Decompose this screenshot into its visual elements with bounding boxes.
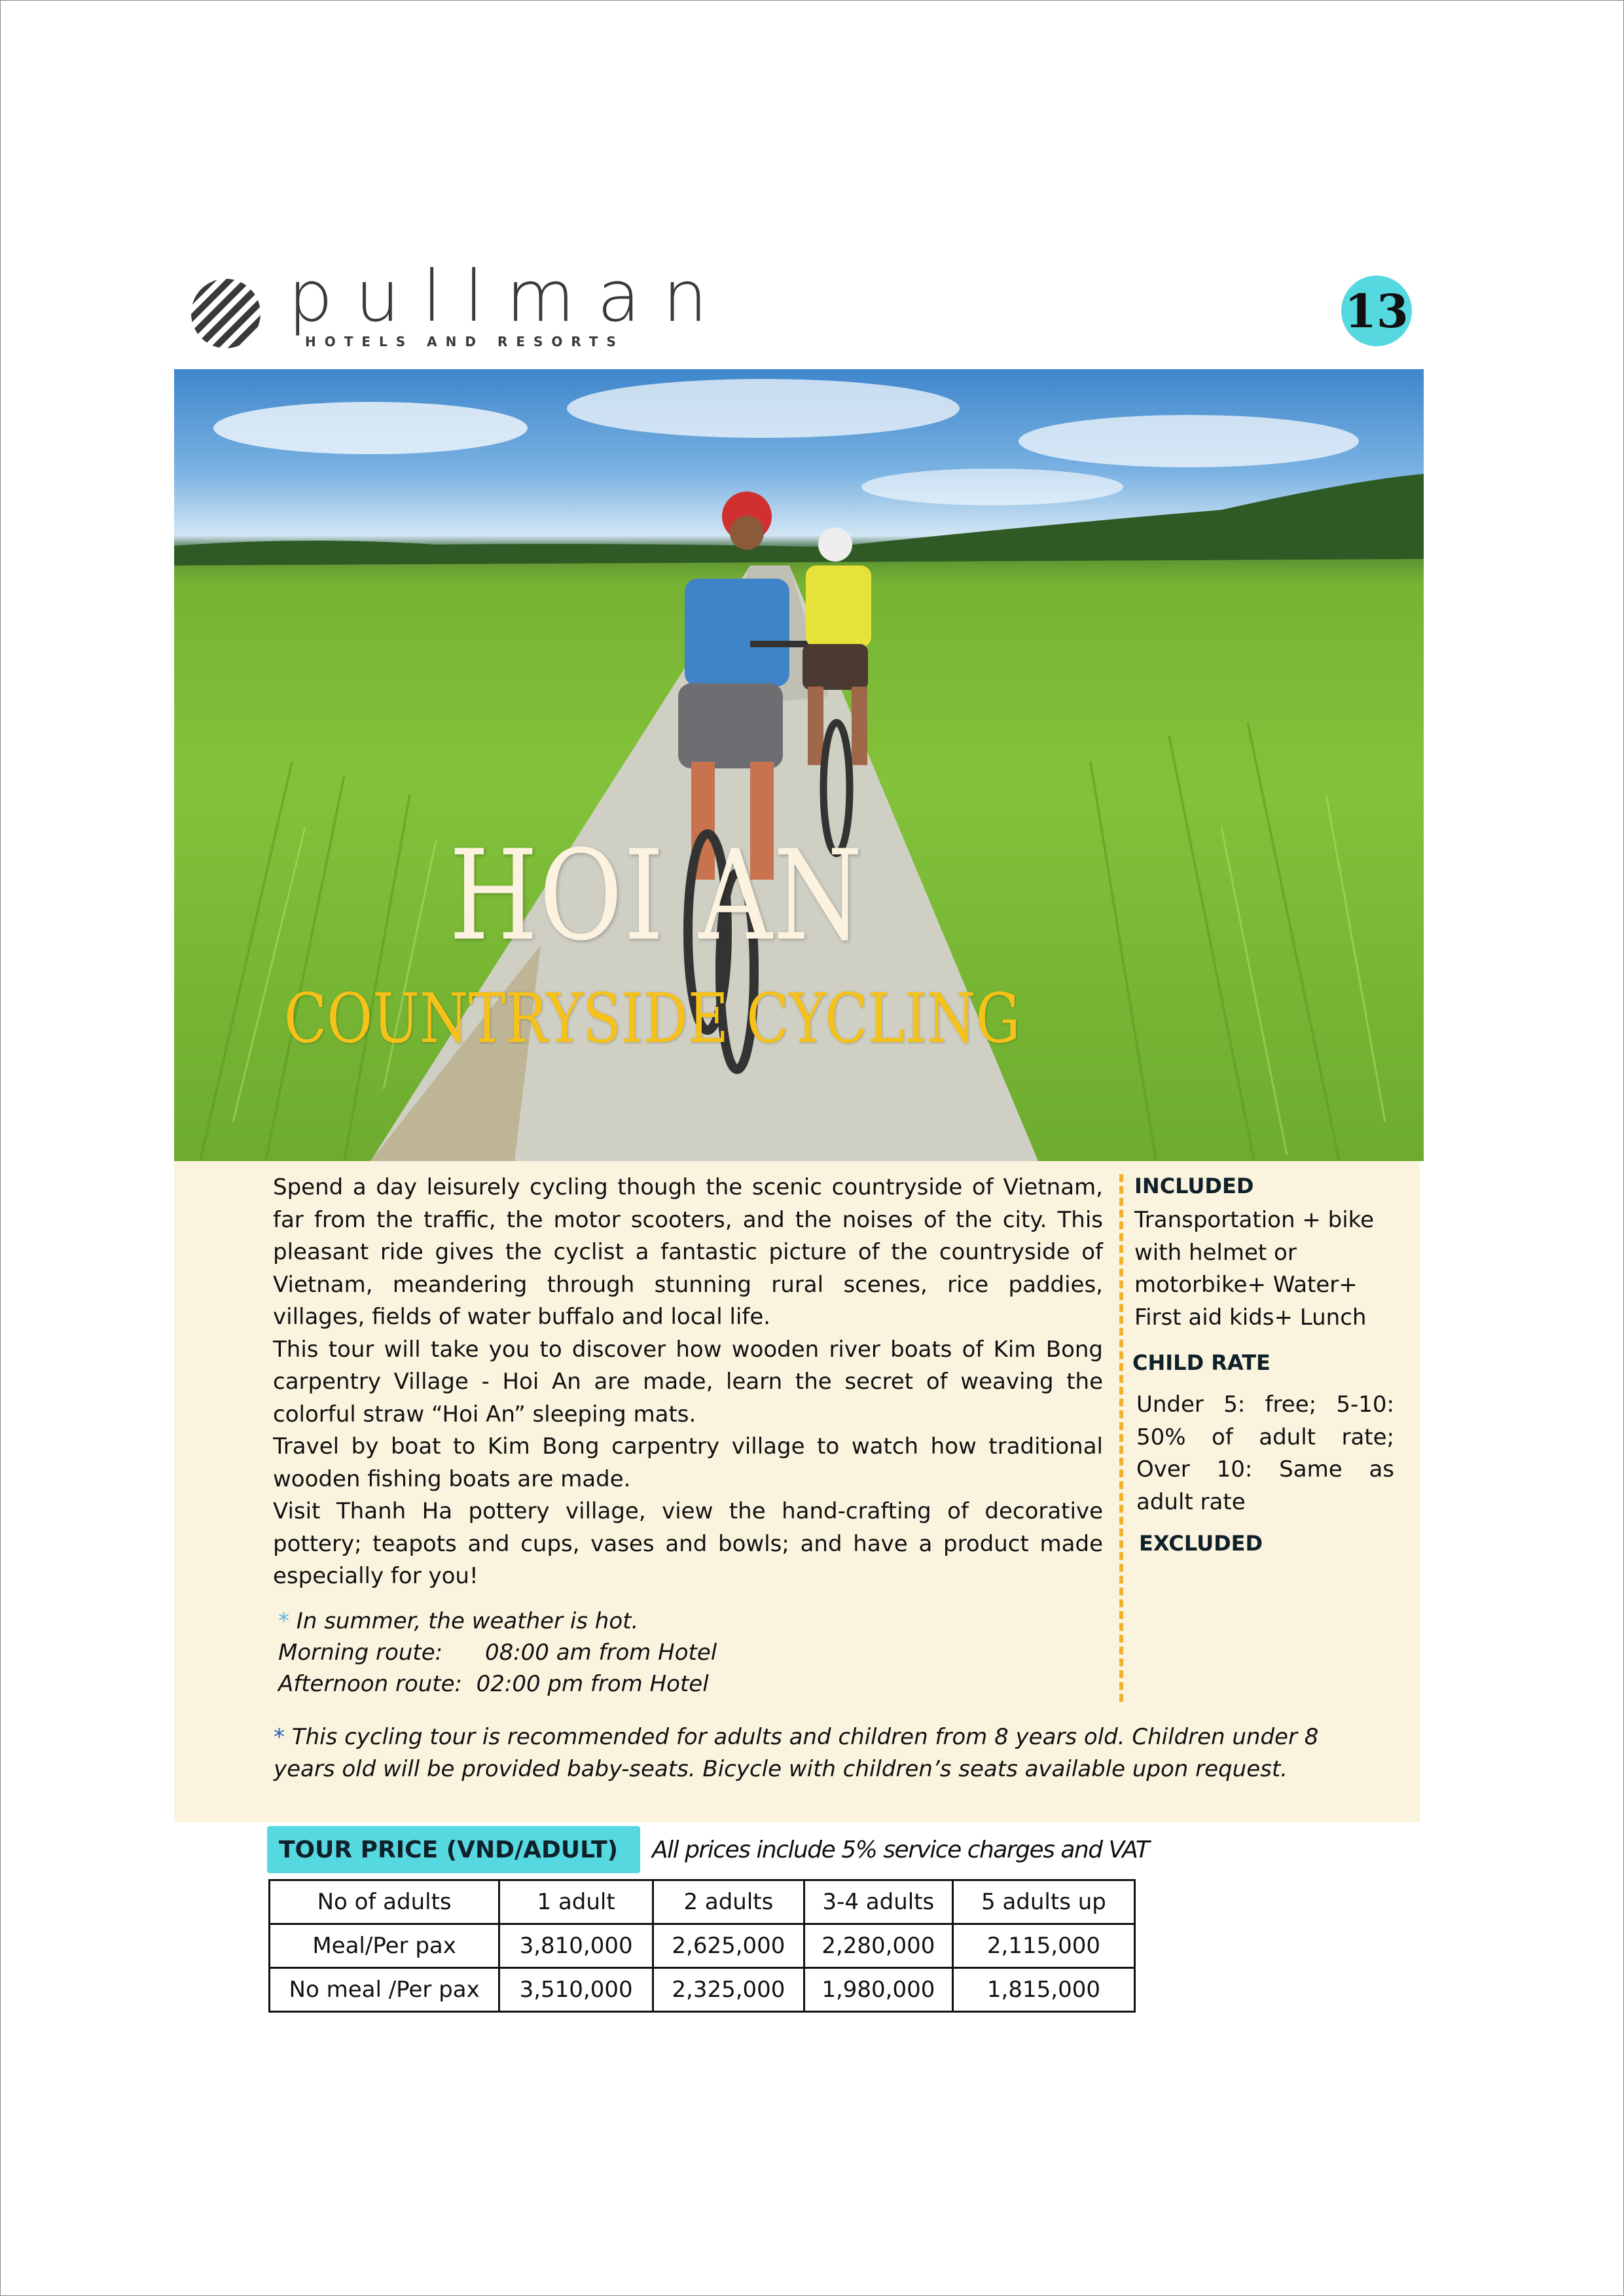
price-note: All prices include 5% service charges and VAT bbox=[652, 1837, 1149, 1863]
tour-price-label: TOUR PRICE (VND/ADULT) bbox=[267, 1826, 640, 1873]
dashed-divider bbox=[1119, 1174, 1123, 1702]
morning-route-line bbox=[278, 1637, 717, 1668]
description-paragraph: Visit Thanh Ha pottery village, view the hand-crafting of decorative pottery; teapots and cups, vases and bowls; and have a product made especially for you! bbox=[273, 1498, 1103, 1589]
table-cell: 2,280,000 bbox=[804, 1924, 952, 1968]
included-text: Transportation + bike with helmet or motorbike+ Water+ First aid kids+ Lunch bbox=[1134, 1207, 1375, 1331]
table-cell: 3,510,000 bbox=[499, 1968, 653, 2012]
tour-description bbox=[273, 1172, 1103, 1593]
table-cell: 2,325,000 bbox=[653, 1968, 804, 2012]
table-cell: 3,810,000 bbox=[499, 1924, 653, 1968]
table-header-cell: 1 adult bbox=[499, 1880, 653, 1924]
summer-note-line bbox=[278, 1605, 717, 1637]
excluded-heading: EXCLUDED bbox=[1139, 1531, 1263, 1556]
star-icon: * bbox=[274, 1724, 285, 1750]
pullman-logo-icon bbox=[191, 279, 261, 348]
child-rate-heading: CHILD RATE bbox=[1132, 1350, 1271, 1375]
table-cell: Meal/Per pax bbox=[270, 1924, 499, 1968]
table-header-cell: 2 adults bbox=[653, 1880, 804, 1924]
afternoon-route-time: 02:00 pm from Hotel bbox=[476, 1671, 709, 1697]
hero-photo bbox=[174, 369, 1424, 1161]
star-icon: * bbox=[278, 1608, 289, 1634]
table-row bbox=[270, 1924, 1135, 1968]
table-cell: 1,980,000 bbox=[804, 1968, 952, 2012]
page-number-badge: 13 bbox=[1341, 276, 1412, 346]
table-header-row bbox=[270, 1880, 1135, 1924]
age-note bbox=[274, 1721, 1386, 1785]
table-row bbox=[270, 1968, 1135, 2012]
excluded-section bbox=[1139, 1529, 1401, 1558]
hero-title: HOI AN bbox=[449, 823, 864, 968]
afternoon-route-line bbox=[278, 1668, 717, 1700]
hero-subtitle: COUNTRYSIDE CYCLING bbox=[284, 978, 1020, 1058]
description-paragraph: Spend a day leisurely cycling though the scenic countryside of Vietnam, far from the traffic, the motor scooters, and the noises of the city. This pleasant ride gives the cyclist a fantastic picture of the countryside of Vietnam, meandering through stunning rural scenes, rice paddies, villages, fields of water buffalo and local life. bbox=[273, 1174, 1103, 1330]
schedule-block bbox=[278, 1605, 717, 1700]
table-header-cell: 3-4 adults bbox=[804, 1880, 952, 1924]
afternoon-route-label: Afternoon route: bbox=[278, 1671, 462, 1697]
child-rate-section bbox=[1132, 1348, 1394, 1518]
included-section bbox=[1134, 1172, 1409, 1334]
brand-name: pullman bbox=[288, 256, 730, 338]
brand-tagline: HOTELS AND RESORTS bbox=[305, 334, 624, 350]
morning-route-label: Morning route: bbox=[278, 1640, 443, 1666]
description-paragraph: Travel by boat to Kim Bong carpentry village to watch how traditional wooden fishing boats are made. bbox=[273, 1433, 1103, 1492]
table-header-cell: 5 adults up bbox=[952, 1880, 1134, 1924]
table-cell: 2,115,000 bbox=[952, 1924, 1134, 1968]
table-header-cell: No of adults bbox=[270, 1880, 499, 1924]
description-paragraph: This tour will take you to discover how wooden river boats of Kim Bong carpentry Village - Hoi An are made, learn the secret of weaving the colorful straw “Hoi An” sleeping mats. bbox=[273, 1336, 1103, 1427]
table-cell: 2,625,000 bbox=[653, 1924, 804, 1968]
age-note-text: This cycling tour is recommended for adults and children from 8 years old. Children under 8 years old will be provided baby-seats. Bicycle with children’s seats available upon request. bbox=[274, 1724, 1319, 1782]
price-table bbox=[268, 1879, 1136, 2013]
morning-route-time: 08:00 am from Hotel bbox=[484, 1640, 717, 1666]
table-cell: No meal /Per pax bbox=[270, 1968, 499, 2012]
child-rate-text: Under 5: free; 5-10: 50% of adult rate; Over 10: Same as adult rate bbox=[1136, 1391, 1394, 1515]
summer-note: In summer, the weather is hot. bbox=[289, 1608, 639, 1634]
table-cell: 1,815,000 bbox=[952, 1968, 1134, 2012]
included-heading: INCLUDED bbox=[1134, 1174, 1254, 1198]
